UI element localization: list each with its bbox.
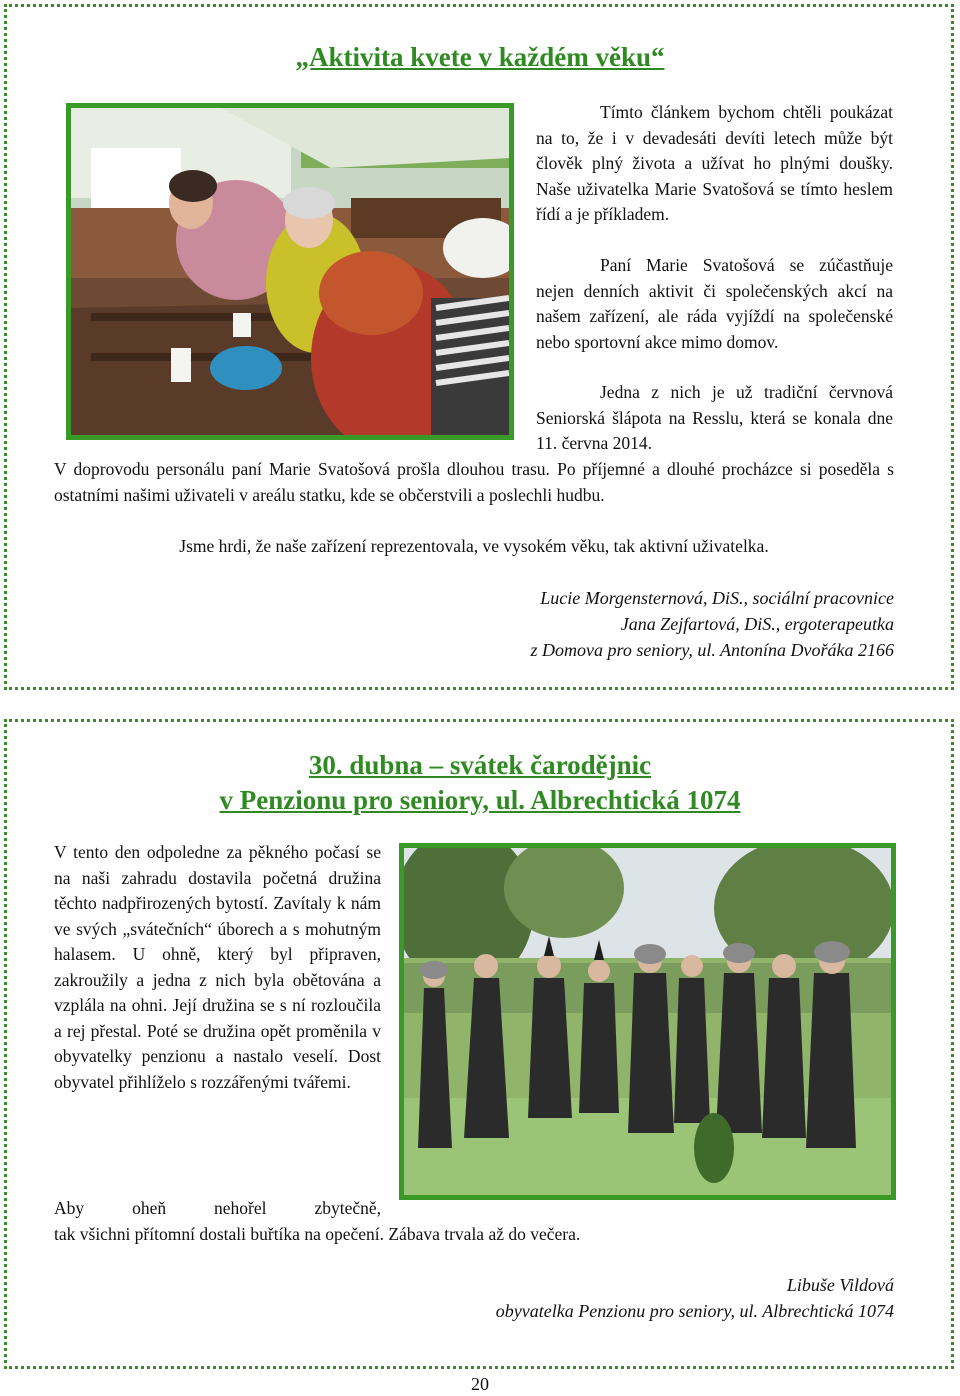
signature-line: Jana Zejfartová, DiS., ergoterapeutka [620,614,894,634]
article1-paragraph-5: Jsme hrdi, že naše zařízení reprezentovala, ve vysokém věku, tak aktivní uživatelka. [179,536,769,556]
signature-line: Libuše Vildová [786,1275,894,1295]
signature-line: z Domova pro seniory, ul. Antonína Dvořáka 2166 [530,640,894,660]
article2-paragraph-1: V tento den odpoledne za pěkného počasí se na naši zahradu dostavila početná družina těchto nadpřirozených bytostí. Zavítaly k nám ve svých „svátečních“ úborech a s mohutným halasem. U ohně, který byl připraven, zakroužily a jedna z nich byla obětována a vzplála na ohni. Její družina se s ní rozloučila a rej přestal. Poté se družina opět proměnila v obyvatelky penzionu a nastalo veselí. Dost obyvatel přihlíželo s rozzářenými tvářemi. [54,842,381,1092]
article1-signature [531,585,894,663]
signature-line: obyvatelka Penzionu pro seniory, ul. Albrechtická 1074 [495,1301,894,1321]
photo-seniors-at-table [66,103,514,440]
photo-seniors-illustration [71,108,509,435]
article2-signature [496,1272,894,1324]
article1-paragraph-2: Paní Marie Svatošová se zúčastňuje nejen denních aktivit či společenských akcí na našem zařízení, ale ráda vyjíždí na společenské nebo sportovní akce mimo domov. [536,255,893,352]
signature-line: Lucie Morgensternová, DiS., sociální pracovnice [540,588,894,608]
article1-paragraph-1: Tímto článkem bychom chtěli poukázat na to, že i v devadesáti devíti letech může být člověk plný života a užívat ho plnými doušky. Naše uživatelka Marie Svatošová se tímto heslem řídí a je příkladem. [536,102,893,224]
article1-paragraph-3: Jedna z nich je už tradiční červnová Seniorská šlápota na Resslu, která se konala dne 11. června 2014. [536,382,893,453]
article1-paragraph-4: V doprovodu personálu paní Marie Svatošová prošla dlouhou trasu. Po příjemné a dlouhé procházce si poseděla s ostatními našimi uživateli v areálu statku, kde se občerstvili a poslechli hudbu. [54,459,894,505]
article2-paragraph-2: tak všichni přítomní dostali buřtíka na opečení. Zábava trvala až do večera. [54,1224,581,1244]
article2-paragraph-1-end: Aby oheň nehořel zbytečně, [54,1198,381,1218]
photo-witches-illustration [404,848,891,1195]
article2-title-line1: 30. dubna – svátek čarodějnic [308,750,652,780]
article2-title-line2: v Penzionu pro seniory, ul. Albrechtická 1074 [219,785,741,815]
photo-witches-in-garden [399,843,896,1200]
page-number: 20 [471,1374,489,1394]
article1-title: „Aktivita kvete v každém věku“ [295,42,665,72]
